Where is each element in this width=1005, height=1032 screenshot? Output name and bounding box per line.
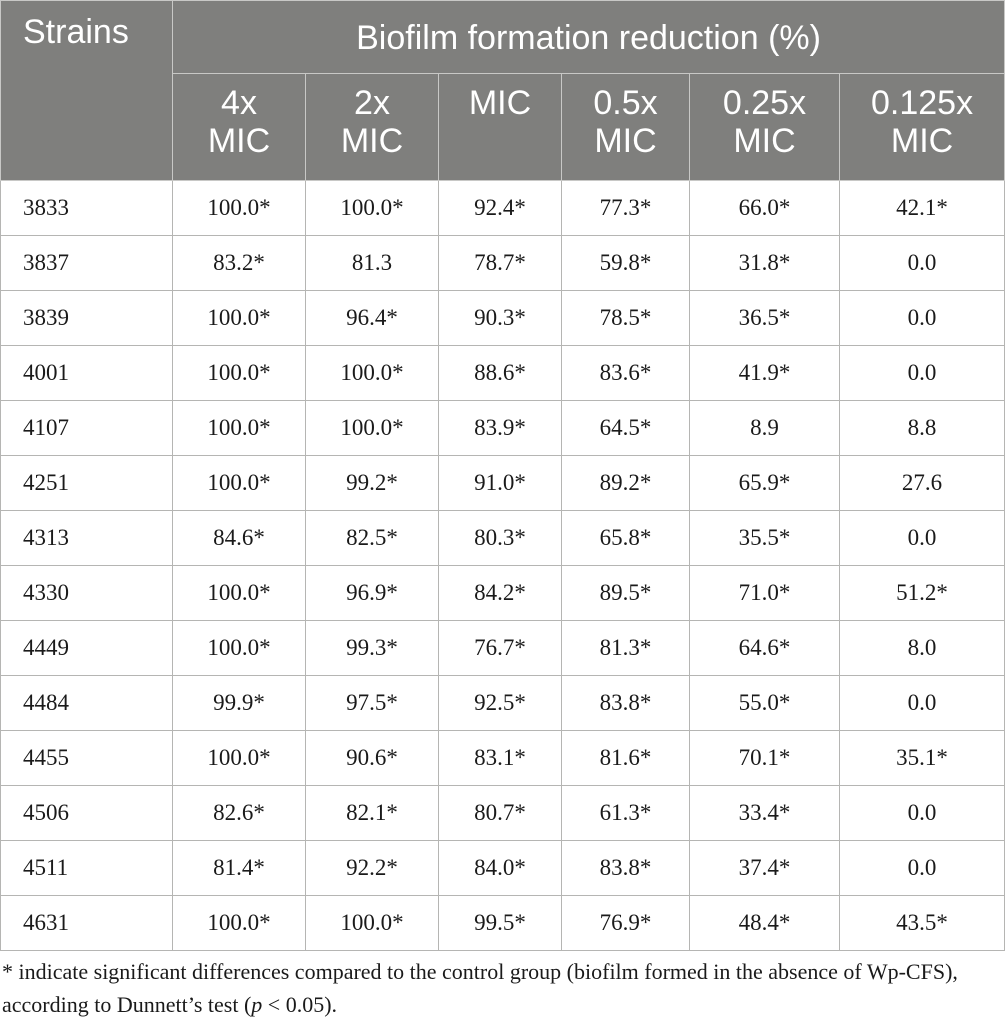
table-body — [1, 181, 1005, 951]
value-cell: 100.0* — [173, 456, 306, 511]
value-cell: 81.3* — [562, 621, 690, 676]
value-cell: 71.0* — [690, 566, 840, 621]
value-cell: 59.8* — [562, 236, 690, 291]
strain-cell: 4631 — [1, 896, 173, 951]
value-cell: 0.0 — [840, 841, 1005, 896]
strain-cell: 4251 — [1, 456, 173, 511]
value-cell: 97.5* — [306, 676, 439, 731]
table-row — [1, 236, 1005, 291]
value-cell: 96.4* — [306, 291, 439, 346]
strain-cell: 4313 — [1, 511, 173, 566]
strain-cell: 4107 — [1, 401, 173, 456]
column-header-line1: 0.125x — [870, 84, 974, 122]
value-cell: 80.7* — [439, 786, 562, 841]
value-cell: 90.3* — [439, 291, 562, 346]
table-row — [1, 786, 1005, 841]
value-cell: 99.5* — [439, 896, 562, 951]
value-cell: 65.9* — [690, 456, 840, 511]
column-header-line2: MIC — [733, 122, 796, 160]
value-cell: 43.5* — [840, 896, 1005, 951]
table-row — [1, 346, 1005, 401]
value-cell: 81.3 — [306, 236, 439, 291]
value-cell: 100.0* — [173, 291, 306, 346]
value-cell: 8.9 — [690, 401, 840, 456]
value-cell: 0.0 — [840, 676, 1005, 731]
strain-cell: 3837 — [1, 236, 173, 291]
value-cell: 100.0* — [173, 896, 306, 951]
table-row — [1, 731, 1005, 786]
value-cell: 100.0* — [173, 181, 306, 236]
value-cell: 31.8* — [690, 236, 840, 291]
value-cell: 80.3* — [439, 511, 562, 566]
value-cell: 70.1* — [690, 731, 840, 786]
column-header-line2: MIC — [594, 122, 657, 160]
table-row — [1, 456, 1005, 511]
footnote-text: * indicate significant differences compared to the control group (biofilm formed in the absence of Wp-CFS), according to Dunnett’s test ( — [2, 959, 958, 1017]
strain-cell: 4330 — [1, 566, 173, 621]
strain-cell: 3833 — [1, 181, 173, 236]
value-cell: 0.0 — [840, 511, 1005, 566]
column-header-0.5x-mic — [562, 74, 690, 181]
strain-cell: 3839 — [1, 291, 173, 346]
value-cell: 41.9* — [690, 346, 840, 401]
value-cell: 96.9* — [306, 566, 439, 621]
value-cell: 0.0 — [840, 236, 1005, 291]
value-cell: 100.0* — [173, 731, 306, 786]
column-header-line1: 2x — [354, 84, 390, 122]
value-cell: 92.4* — [439, 181, 562, 236]
value-cell: 82.5* — [306, 511, 439, 566]
value-cell: 83.8* — [562, 841, 690, 896]
table-row — [1, 181, 1005, 236]
value-cell: 82.6* — [173, 786, 306, 841]
table-row — [1, 841, 1005, 896]
strain-cell: 4511 — [1, 841, 173, 896]
value-cell: 88.6* — [439, 346, 562, 401]
column-header-line2: MIC — [207, 122, 271, 160]
footnote-p-symbol: p — [251, 992, 263, 1017]
value-cell: 92.2* — [306, 841, 439, 896]
value-cell: 83.2* — [173, 236, 306, 291]
value-cell: 83.8* — [562, 676, 690, 731]
value-cell: 100.0* — [306, 896, 439, 951]
strain-cell: 4484 — [1, 676, 173, 731]
table-row — [1, 511, 1005, 566]
value-cell: 100.0* — [306, 346, 439, 401]
value-cell: 0.0 — [840, 291, 1005, 346]
column-header-2x-mic — [306, 74, 439, 181]
strain-cell: 4449 — [1, 621, 173, 676]
strains-column-header: Strains — [1, 1, 173, 181]
strain-cell: 4001 — [1, 346, 173, 401]
value-cell: 90.6* — [306, 731, 439, 786]
value-cell: 78.7* — [439, 236, 562, 291]
value-cell: 84.2* — [439, 566, 562, 621]
table-footnote — [2, 955, 1002, 1021]
table-row — [1, 291, 1005, 346]
value-cell: 100.0* — [173, 346, 306, 401]
value-cell: 0.0 — [840, 786, 1005, 841]
value-cell: 76.7* — [439, 621, 562, 676]
value-cell: 64.5* — [562, 401, 690, 456]
value-cell: 8.8 — [840, 401, 1005, 456]
header-row-1 — [1, 1, 1005, 74]
column-header-4x-mic — [173, 74, 306, 181]
value-cell: 89.2* — [562, 456, 690, 511]
value-cell: 83.6* — [562, 346, 690, 401]
column-header-line2: MIC — [890, 122, 954, 160]
strain-cell: 4455 — [1, 731, 173, 786]
value-cell: 55.0* — [690, 676, 840, 731]
value-cell: 84.6* — [173, 511, 306, 566]
value-cell: 99.2* — [306, 456, 439, 511]
value-cell: 100.0* — [173, 401, 306, 456]
value-cell: 42.1* — [840, 181, 1005, 236]
column-header-mic — [439, 74, 562, 181]
value-cell: 8.0 — [840, 621, 1005, 676]
column-header-line2: MIC — [340, 122, 404, 160]
value-cell: 33.4* — [690, 786, 840, 841]
value-cell: 81.4* — [173, 841, 306, 896]
table-row — [1, 566, 1005, 621]
value-cell: 78.5* — [562, 291, 690, 346]
value-cell: 83.9* — [439, 401, 562, 456]
column-header-0.25x-mic — [690, 74, 840, 181]
value-cell: 61.3* — [562, 786, 690, 841]
table-row — [1, 896, 1005, 951]
value-cell: 92.5* — [439, 676, 562, 731]
value-cell: 65.8* — [562, 511, 690, 566]
value-cell: 84.0* — [439, 841, 562, 896]
value-cell: 81.6* — [562, 731, 690, 786]
value-cell: 36.5* — [690, 291, 840, 346]
strain-cell: 4506 — [1, 786, 173, 841]
value-cell: 100.0* — [173, 621, 306, 676]
column-header-line1: 4x — [221, 84, 257, 122]
value-cell: 37.4* — [690, 841, 840, 896]
column-header-line1: 0.5x — [593, 84, 658, 122]
column-header-line1: 0.25x — [722, 84, 807, 122]
value-cell: 76.9* — [562, 896, 690, 951]
value-cell: 35.1* — [840, 731, 1005, 786]
value-cell: 99.9* — [173, 676, 306, 731]
biofilm-reduction-group-header: Biofilm formation reduction (%) — [173, 1, 1005, 74]
value-cell: 27.6 — [840, 456, 1005, 511]
value-cell: 83.1* — [439, 731, 562, 786]
value-cell: 100.0* — [173, 566, 306, 621]
value-cell: 100.0* — [306, 181, 439, 236]
value-cell: 51.2* — [840, 566, 1005, 621]
value-cell: 89.5* — [562, 566, 690, 621]
value-cell: 77.3* — [562, 181, 690, 236]
value-cell: 99.3* — [306, 621, 439, 676]
table-row — [1, 676, 1005, 731]
column-header-line1: MIC — [468, 84, 532, 122]
table-row — [1, 621, 1005, 676]
value-cell: 64.6* — [690, 621, 840, 676]
footnote-threshold: < 0.05). — [262, 992, 338, 1017]
value-cell: 66.0* — [690, 181, 840, 236]
value-cell: 91.0* — [439, 456, 562, 511]
value-cell: 0.0 — [840, 346, 1005, 401]
value-cell: 100.0* — [306, 401, 439, 456]
value-cell: 35.5* — [690, 511, 840, 566]
value-cell: 48.4* — [690, 896, 840, 951]
table-row — [1, 401, 1005, 456]
column-header-0.125x-mic — [840, 74, 1005, 181]
value-cell: 82.1* — [306, 786, 439, 841]
